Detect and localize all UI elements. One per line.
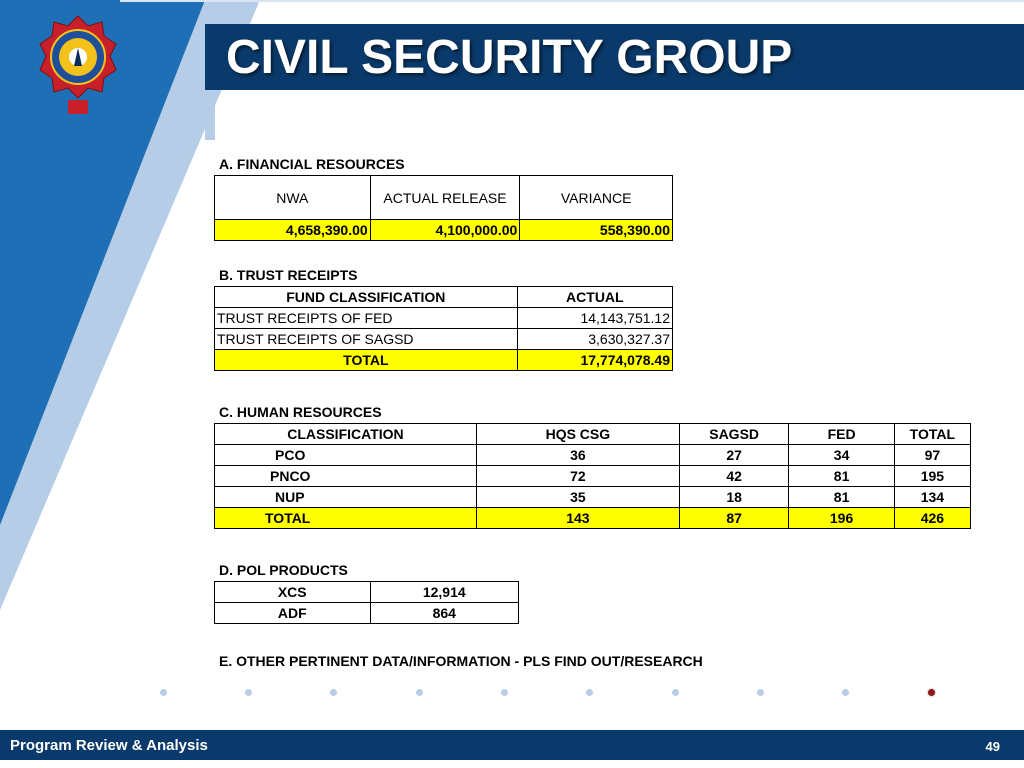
- human-resources-table: [214, 423, 971, 529]
- header-fed: FED: [789, 424, 894, 445]
- pager-dot: [330, 689, 337, 696]
- trust-row-label: TRUST RECEIPTS OF SAGSD: [215, 329, 518, 350]
- footer-label: Program Review & Analysis: [10, 737, 208, 754]
- cell-total: 134: [894, 487, 970, 508]
- total-fed: 196: [789, 508, 894, 529]
- pnp-seal-logo: [38, 14, 118, 118]
- header-actual: ACTUAL: [517, 287, 672, 308]
- page-title: CIVIL SECURITY GROUP: [226, 31, 793, 84]
- total-total: 426: [894, 508, 970, 529]
- pager-dot: [842, 689, 849, 696]
- pol-product-value: 12,914: [370, 582, 519, 603]
- header-fund-classification: FUND CLASSIFICATION: [215, 287, 518, 308]
- table-row: [215, 308, 673, 329]
- trust-total-value: 17,774,078.49: [517, 350, 672, 371]
- total-label: TOTAL: [215, 508, 477, 529]
- table-row: [215, 445, 971, 466]
- pager-dot: [757, 689, 764, 696]
- cell-fed: 34: [789, 445, 894, 466]
- pager-dot: [672, 689, 679, 696]
- page-number: 49: [985, 739, 1000, 754]
- header-variance: VARIANCE: [520, 176, 673, 220]
- table-row: [215, 329, 673, 350]
- pol-product-name: XCS: [215, 582, 371, 603]
- header-nwa: NWA: [215, 176, 371, 220]
- cell-total: 97: [894, 445, 970, 466]
- trust-row-label: TRUST RECEIPTS OF FED: [215, 308, 518, 329]
- section-pol-title: D. POL PRODUCTS: [219, 562, 348, 578]
- header-actual-release: ACTUAL RELEASE: [370, 176, 520, 220]
- pol-products-table: [214, 581, 519, 624]
- section-human-title: C. HUMAN RESOURCES: [219, 404, 382, 420]
- row-classification: PNCO: [215, 466, 477, 487]
- trust-row-value: 14,143,751.12: [517, 308, 672, 329]
- cell-fed: 81: [789, 487, 894, 508]
- trust-row-value: 3,630,327.37: [517, 329, 672, 350]
- trust-table: [214, 286, 673, 371]
- row-classification: NUP: [215, 487, 477, 508]
- table-row: [215, 466, 971, 487]
- cell-hqs-csg: 72: [476, 466, 679, 487]
- total-sagsd: 87: [679, 508, 789, 529]
- pager-dot: [416, 689, 423, 696]
- header-classification: CLASSIFICATION: [215, 424, 477, 445]
- table-row: [215, 582, 519, 603]
- pager-dot: [586, 689, 593, 696]
- header-sagsd: SAGSD: [679, 424, 789, 445]
- header-total: TOTAL: [894, 424, 970, 445]
- section-financial-title: A. FINANCIAL RESOURCES: [219, 156, 405, 172]
- cell-total: 195: [894, 466, 970, 487]
- cell-sagsd: 18: [679, 487, 789, 508]
- cell-fed: 81: [789, 466, 894, 487]
- pager-dot: [160, 689, 167, 696]
- pol-product-value: 864: [370, 603, 519, 624]
- financial-table: [214, 175, 673, 241]
- section-trust-title: B. TRUST RECEIPTS: [219, 267, 358, 283]
- bottom-strip: [0, 760, 1024, 768]
- cell-sagsd: 42: [679, 466, 789, 487]
- table-row-total: [215, 508, 971, 529]
- cell-hqs-csg: 36: [476, 445, 679, 466]
- cell-sagsd: 27: [679, 445, 789, 466]
- pol-product-name: ADF: [215, 603, 371, 624]
- table-row: [215, 603, 519, 624]
- trust-total-label: TOTAL: [215, 350, 518, 371]
- row-classification: PCO: [215, 445, 477, 466]
- slide-pager: [0, 683, 1024, 703]
- pager-dot: [245, 689, 252, 696]
- total-hqs-csg: 143: [476, 508, 679, 529]
- table-row: [215, 487, 971, 508]
- pager-dot: [501, 689, 508, 696]
- value-nwa: 4,658,390.00: [215, 220, 371, 241]
- section-other-title: E. OTHER PERTINENT DATA/INFORMATION - PLS FIND OUT/RESEARCH: [219, 653, 703, 669]
- value-variance: 558,390.00: [520, 220, 673, 241]
- header-hqs-csg: HQS CSG: [476, 424, 679, 445]
- cell-hqs-csg: 35: [476, 487, 679, 508]
- value-actual-release: 4,100,000.00: [370, 220, 520, 241]
- pager-dot-active: [928, 689, 935, 696]
